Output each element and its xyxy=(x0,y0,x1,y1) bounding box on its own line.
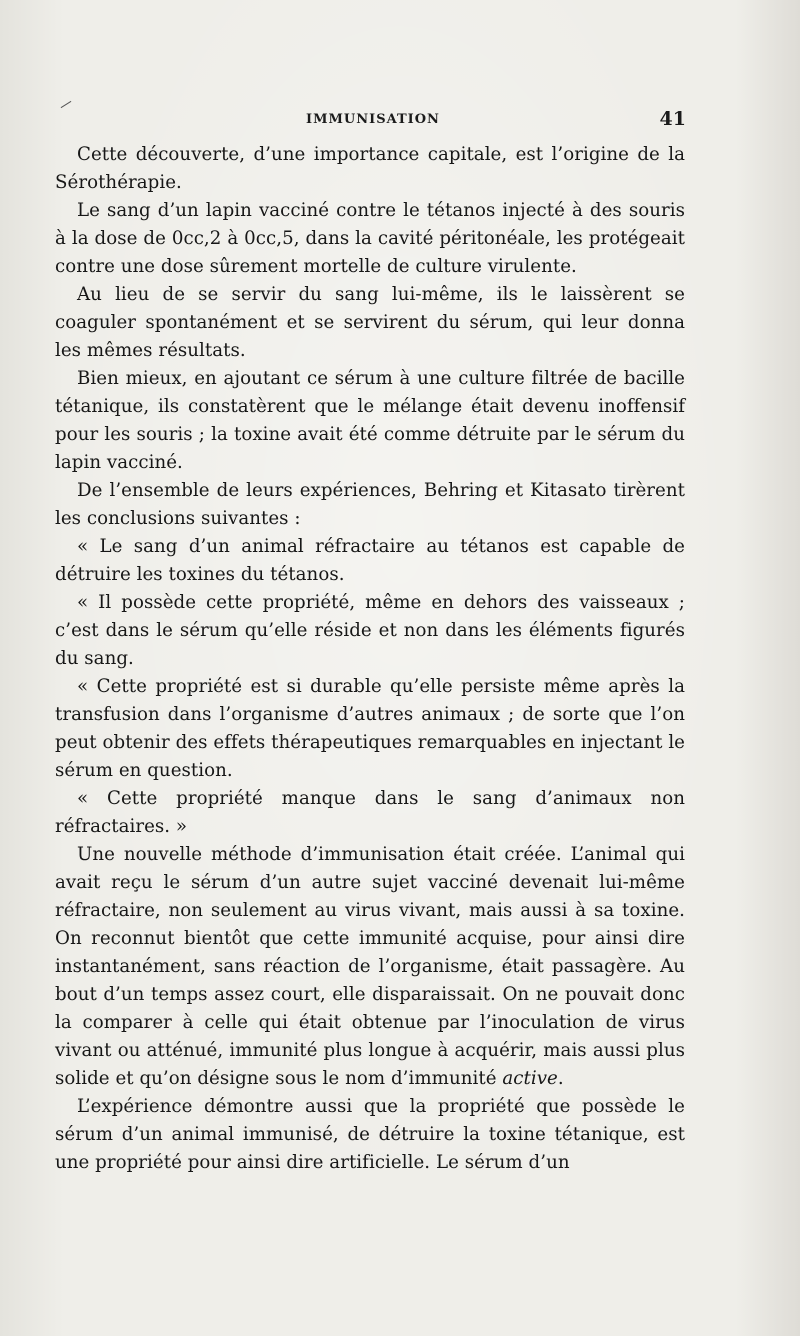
page-number: 41 xyxy=(659,108,686,130)
paragraph xyxy=(55,477,685,533)
paragraph-text: Cette découverte, d’une importance capitale, est l’origine de la Sérothérapie. xyxy=(55,144,685,193)
paragraph-text: Au lieu de se servir du sang lui-même, ils le laissèrent se coaguler spontanément et se servirent du sérum, qui leur donna les mêmes résultats. xyxy=(55,284,685,361)
paragraph xyxy=(55,197,685,281)
paragraph-end: . xyxy=(557,1068,564,1089)
quote-paragraph xyxy=(55,673,685,785)
paragraph xyxy=(55,365,685,477)
paragraph-text: De l’ensemble de leurs expériences, Behring et Kitasato tirèrent les conclusions suivantes : xyxy=(55,480,685,529)
quote-paragraph xyxy=(55,785,685,841)
paragraph-text: « Le sang d’un animal réfractaire au tétanos est capable de détruire les toxines du tétanos. xyxy=(55,536,685,585)
paragraph xyxy=(55,841,685,1093)
quote-paragraph xyxy=(55,589,685,673)
paragraph xyxy=(55,281,685,365)
paragraph-text: Le sang d’un lapin vacciné contre le tétanos injecté à des souris à la dose de 0cc,2 à 0cc,5, dans la cavité péritonéale, les protégeait contre une dose sûrement mortelle de culture virulente. xyxy=(55,200,685,277)
page-header xyxy=(60,108,686,132)
paragraph-text: Une nouvelle méthode d’immunisation était créée. L’animal qui avait reçu le sérum d’un autre sujet vacciné devenait lui-même réfractaire, non seulement au virus vivant, mais aussi à sa toxine. On reconnut bientôt que cette immunité acquise, pour ainsi dire instantanément, sans réaction de l’organisme, était passagère. Au bout d’un temps assez court, elle disparaissait. On ne pouvait donc la comparer à celle qui était obtenue par l’inoculation de virus vivant ou atténué, immunité plus longue à acquérir, mais aussi plus solide et qu’on désigne sous le nom d’immunité xyxy=(55,844,685,1089)
italic-term: active xyxy=(502,1068,558,1089)
body-text xyxy=(55,141,685,1177)
paragraph-text: L’expérience démontre aussi que la propriété que possède le sérum d’un animal immunisé, de détruire la toxine tétanique, est une propriété pour ainsi dire artificielle. Le sérum d’un xyxy=(55,1096,685,1173)
paragraph xyxy=(55,141,685,197)
paragraph-text: « Cette propriété manque dans le sang d’animaux non réfractaires. » xyxy=(55,788,685,837)
paragraph xyxy=(55,1093,685,1177)
paragraph-text: « Cette propriété est si durable qu’elle persiste même après la transfusion dans l’organisme d’autres animaux ; de sorte que l’on peut obtenir des effets thérapeutiques remarquables en injectant le sérum en question. xyxy=(55,676,685,781)
running-head: IMMUNISATION xyxy=(306,112,440,127)
paragraph-text: « Il possède cette propriété, même en dehors des vaisseaux ; c’est dans le sérum qu’elle réside et non dans les éléments figurés du sang. xyxy=(55,592,685,669)
quote-paragraph xyxy=(55,533,685,589)
paragraph-text: Bien mieux, en ajoutant ce sérum à une culture filtrée de bacille tétanique, ils constatèrent que le mélange était devenu inoffensif pour les souris ; la toxine avait été comme détruite par le sérum du lapin vacciné. xyxy=(55,368,685,473)
